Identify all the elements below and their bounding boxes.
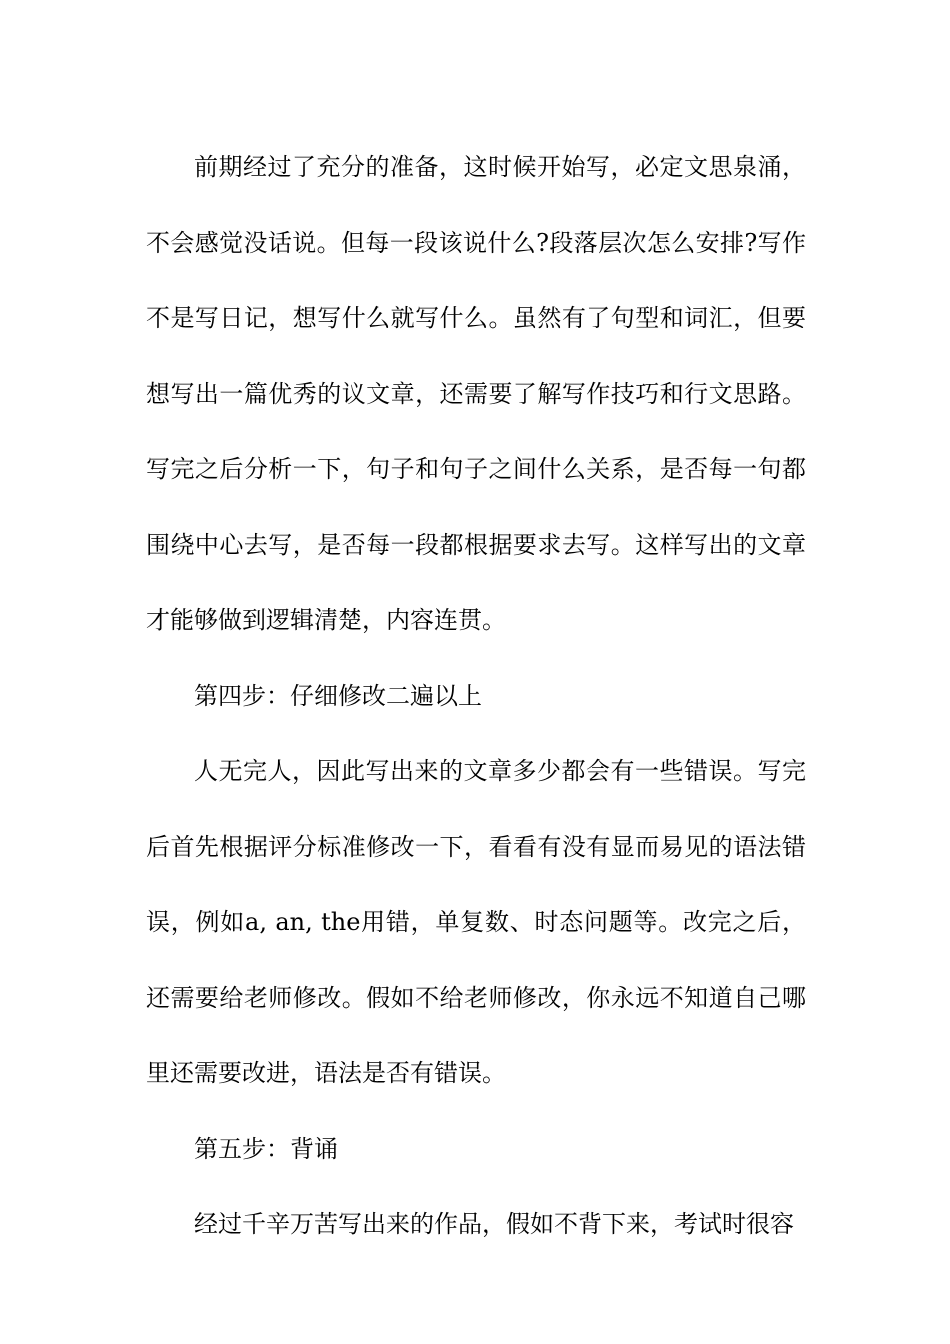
document-page [146,130,806,1263]
paragraph-recitation: 经过千辛万苦写出来的作品，假如不背下来，考试时很容 [194,1210,794,1238]
heading-step-five: 第五步：背诵 [194,1134,338,1163]
heading-step-four: 第四步：仔细修改二遍以上 [194,681,482,710]
paragraph-revision: 人无完人，因此写出来的文章多少都会有一些错误。写完后首先根据评分标准修改一下，看看有没有显而易见的语法错误，例如a, an, the用错，单复数、时态问题等。改完之后，还需要给老师修改。假如不给老师修改，你永远不知道自己哪里还需要改进，语法是否有错误。 [146,757,806,1087]
paragraph-writing: 前期经过了充分的准备，这时候开始写，必定文思泉涌，不会感觉没话说。但每一段该说什么?段落层次怎么安排?写作不是写日记，想写什么就写什么。虽然有了句型和词汇，但要想写出一篇优秀的议文章，还需要了解写作技巧和行文思路。写完之后分析一下，句子和句子之间什么关系，是否每一句都围绕中心去写，是否每一段都根据要求去写。这样写出的文章才能够做到逻辑清楚，内容连贯。 [146,153,806,634]
